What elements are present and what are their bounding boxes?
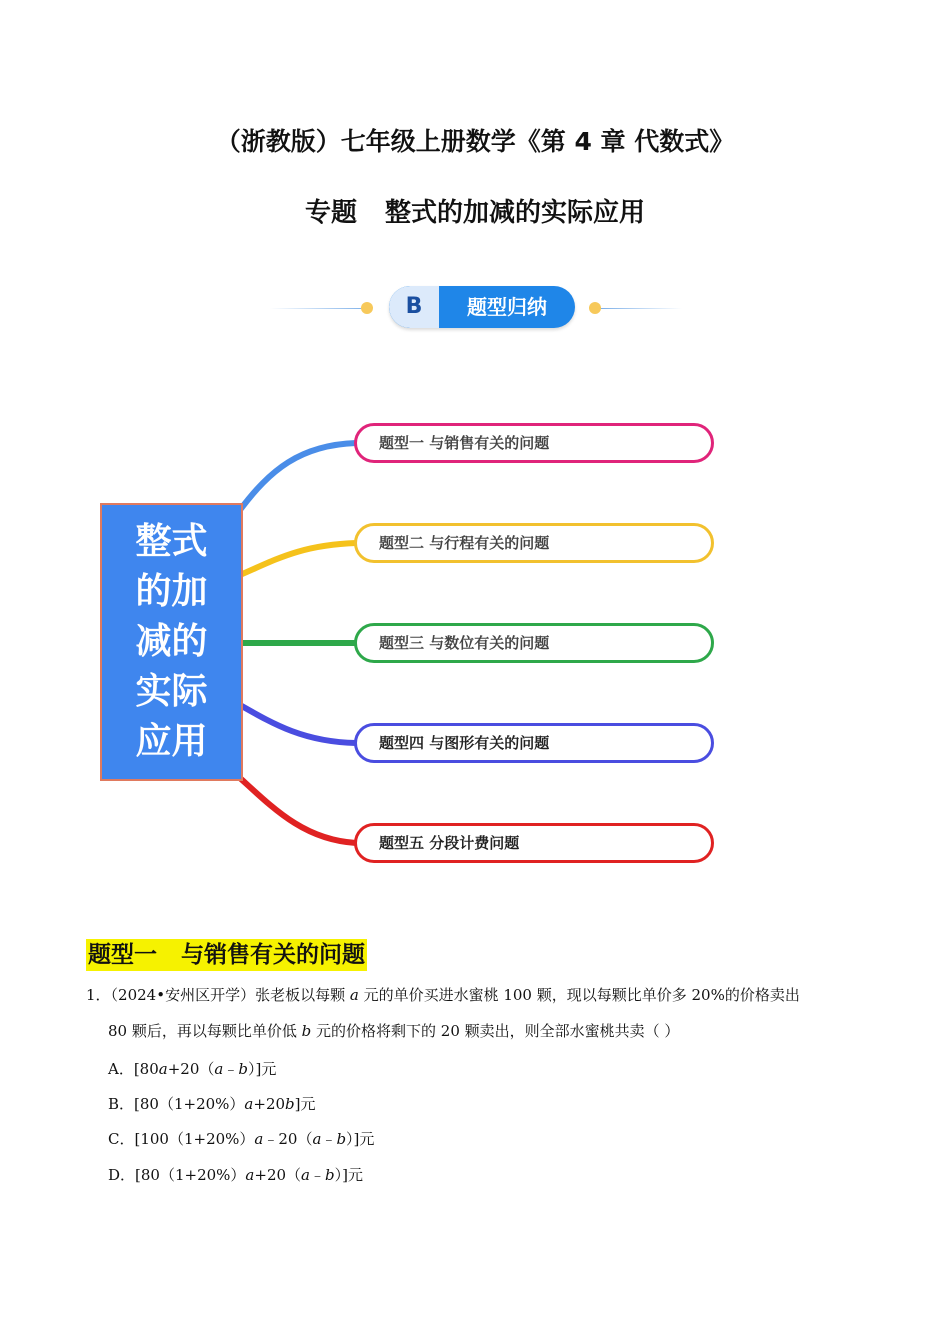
- question-number: 1．: [86, 986, 111, 1004]
- subtitle-prefix: 专题: [304, 198, 357, 228]
- question-text-2a: 80 颗后，再以每颗比单价低: [108, 1022, 302, 1040]
- question-text-1b: 元的单价买进水蜜桃 100 颗，现以每颗比单价多 20%的价格卖出: [358, 986, 800, 1004]
- badge-dot-left: [361, 302, 373, 314]
- connector-4: [240, 705, 356, 743]
- option-b: B．[80（1+20%）a+20b]元: [108, 1095, 316, 1113]
- branch-travel: 题型二 与行程有关的问题: [354, 523, 714, 563]
- subtitle-main: 整式的加减的实际应用: [385, 198, 646, 228]
- branch-digits: 题型三 与数位有关的问题: [354, 623, 714, 663]
- section-badge: [0, 286, 950, 330]
- branch-figures: 题型四 与图形有关的问题: [354, 723, 714, 763]
- question-source: （2024•安州区开学）: [110, 986, 256, 1004]
- page-title: （浙教版）七年级上册数学《第 4 章 代数式》: [215, 127, 735, 156]
- badge-letter: B: [389, 286, 439, 328]
- question-line-1: [86, 984, 800, 1005]
- question-text-2b: 元的价格将剩下的 20 颗卖出，则全部水蜜桃共卖（ ）: [311, 1022, 680, 1040]
- badge-line-right: [600, 308, 682, 309]
- branch-tiered-billing: 题型五 分段计费问题: [354, 823, 714, 863]
- badge-pill: [389, 286, 575, 328]
- mind-map: [0, 400, 950, 900]
- page-subtitle: [0, 192, 950, 229]
- option-c: C．[100（1+20%）a﹣20（a﹣b）]元: [108, 1130, 375, 1148]
- option-a: A．[80a+20（a﹣b）]元: [108, 1060, 277, 1078]
- mind-map-center: 整式的加减的实际应用: [100, 503, 243, 781]
- question-line-2: [108, 1020, 679, 1041]
- badge-dot-right: [589, 302, 601, 314]
- section-heading: [86, 939, 367, 971]
- badge-line-left: [270, 308, 370, 309]
- variable-a: a: [349, 986, 359, 1004]
- option-d: D．[80（1+20%）a+20（a﹣b）]元: [108, 1166, 363, 1184]
- section-number: 题型一: [88, 942, 157, 968]
- badge-label: 题型归纳: [467, 295, 547, 319]
- connector-5: [240, 778, 356, 843]
- branch-sales: 题型一 与销售有关的问题: [354, 423, 714, 463]
- question-text-1a: 张老板以每颗: [255, 986, 350, 1004]
- connector-1: [240, 443, 356, 510]
- connector-2: [240, 543, 356, 575]
- section-title: 与销售有关的问题: [181, 942, 365, 968]
- variable-b: b: [301, 1022, 312, 1040]
